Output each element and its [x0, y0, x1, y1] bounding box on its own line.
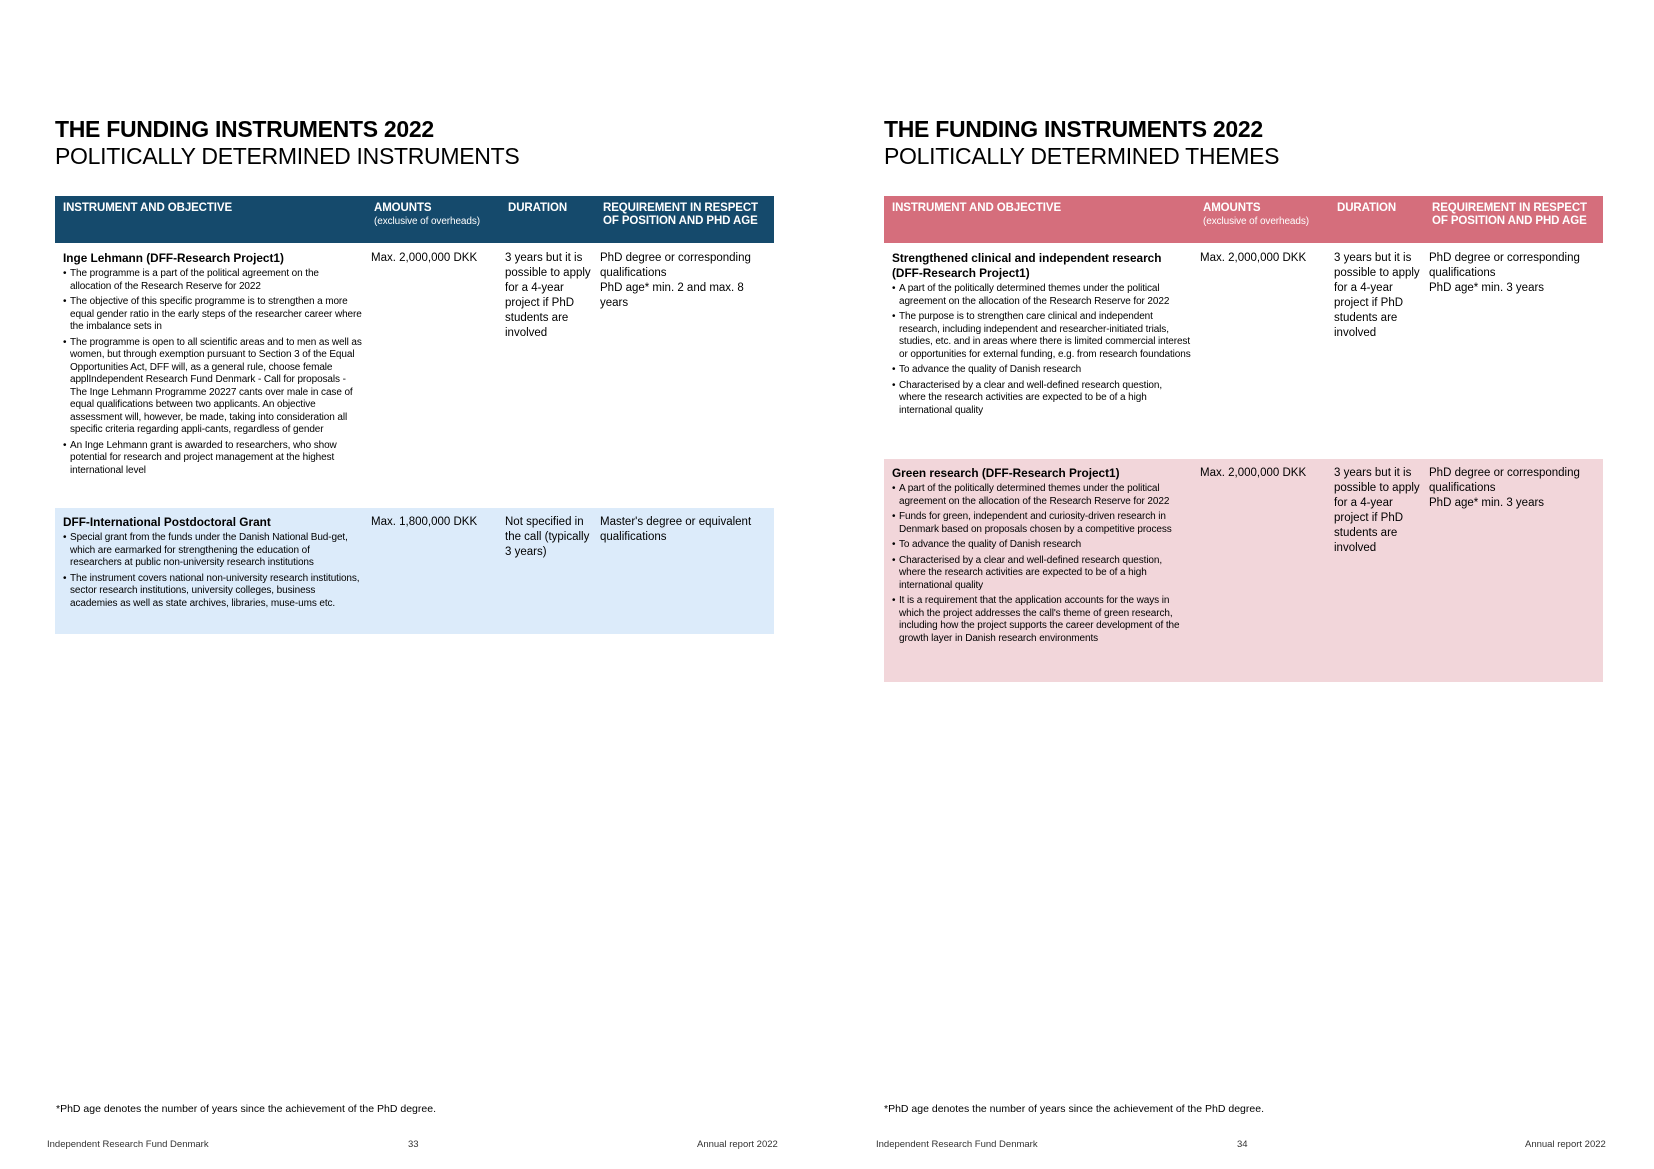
amount-cell: Max. 2,000,000 DKK — [1200, 252, 1307, 264]
amount-cell: Max. 2,000,000 DKK — [1200, 467, 1307, 479]
instrument-cell — [884, 251, 1195, 459]
title-block — [884, 116, 1279, 170]
table-row — [884, 459, 1603, 682]
list-item: • To advance the quality of Danish research — [892, 364, 1191, 377]
header-requirement: REQUIREMENT IN RESPECT OF POSITION AND PHD AGE — [603, 202, 758, 227]
list-item: • Special grant from the funds under the Danish National Bud-get, which are earmarked for strengthening the education of researchers at public non-university research institutions — [63, 532, 362, 570]
list-item: • Characterised by a clear and well-defined research question, where the research activities are expected to be of a high international quality — [892, 380, 1191, 418]
instrument-title: Inge Lehmann (DFF-Research Project1) — [63, 251, 284, 265]
header-amounts-sub: (exclusive of overheads) — [374, 216, 480, 227]
list-item: • It is a requirement that the application accounts for the ways in which the project addresses the call's theme of green research, including how the project supports the career development of the growth layer in Danish research environments — [892, 595, 1191, 645]
header-instrument: INSTRUMENT AND OBJECTIVE — [892, 202, 1062, 214]
list-item: • The objective of this specific programme is to strengthen a more equal gender ratio in the early steps of the researcher career where the imbalance sets in — [63, 296, 362, 334]
header-duration: DURATION — [508, 202, 568, 214]
list-item: • An Inge Lehmann grant is awarded to researchers, who show potential for research and project management at the highest international level — [63, 440, 362, 478]
list-item: • To advance the quality of Danish research — [892, 539, 1191, 552]
list-item: • The programme is open to all scientific areas and to men as well as women, but through exemption pursuant to Section 3 of the Equal Opportunities Act, DFF will, as a general rule, choose female applIndependent Research Fund Denmark - Call for proposals - The Inge Lehmann Programme 20227 cants over male in case of equal qualifications between two applicants. An objective assessment will, however, be made, taking into consideration all specific criteria regarding appli-cants, regardless of gender — [63, 337, 362, 437]
page-number: 34 — [1237, 1139, 1248, 1150]
instrument-title: Green research (DFF-Research Project1) — [892, 466, 1120, 480]
table-header — [55, 196, 774, 243]
title-block — [55, 116, 519, 170]
amount-cell: Max. 2,000,000 DKK — [371, 252, 478, 264]
duration-cell: 3 years but it is possible to apply for a 4-year project if PhD students are involved — [505, 252, 591, 339]
requirement-cell: PhD degree or corresponding qualifications PhD age* min. 2 and max. 8 years — [600, 252, 751, 309]
instrument-cell — [55, 251, 366, 508]
list-item: • Funds for green, independent and curiosity-driven research in Denmark based on proposals chosen by a competitive process — [892, 511, 1191, 536]
page-subtitle: POLITICALLY DETERMINED INSTRUMENTS — [55, 143, 520, 169]
list-item: • A part of the politically determined themes under the political agreement on the allocation of the Research Reserve for 2022 — [892, 283, 1191, 308]
table-row — [884, 243, 1603, 459]
instrument-cell — [884, 466, 1195, 682]
instrument-title: Strengthened clinical and independent research (DFF-Research Project1) — [892, 251, 1162, 280]
requirement-cell: PhD degree or corresponding qualifications PhD age* min. 3 years — [1429, 467, 1580, 509]
footer-report: Annual report 2022 — [697, 1139, 778, 1150]
footer-report: Annual report 2022 — [1525, 1139, 1606, 1150]
duration-cell: 3 years but it is possible to apply for a 4-year project if PhD students are involved — [1334, 252, 1420, 339]
footer-org: Independent Research Fund Denmark — [876, 1139, 1038, 1150]
header-instrument: INSTRUMENT AND OBJECTIVE — [63, 202, 233, 214]
list-item: • Characterised by a clear and well-defined research question, where the research activities are expected to be of a high international quality — [892, 555, 1191, 593]
header-amounts-sub: (exclusive of overheads) — [1203, 216, 1309, 227]
footnote: *PhD age denotes the number of years since the achievement of the PhD degree. — [884, 1103, 1264, 1115]
page-subtitle: POLITICALLY DETERMINED THEMES — [884, 143, 1280, 169]
instrument-cell — [55, 515, 366, 634]
instruments-table — [55, 196, 774, 634]
objective-list — [63, 532, 362, 610]
requirement-cell: Master's degree or equivalent qualifications — [600, 516, 752, 543]
duration-cell: 3 years but it is possible to apply for a 4-year project if PhD students are involved — [1334, 467, 1420, 554]
header-duration: DURATION — [1337, 202, 1397, 214]
requirement-cell: PhD degree or corresponding qualifications PhD age* min. 3 years — [1429, 252, 1580, 294]
objective-list — [63, 268, 362, 477]
list-item: • The purpose is to strengthen care clinical and independent research, including independent and researcher-initiated trials, studies, etc. and in areas where there is limited commercial interest or opportunities for external funding, e.g. from research foundations — [892, 311, 1191, 361]
list-item: • The instrument covers national non-university research institutions, sector research institutions, university colleges, business academies as well as state archives, libraries, muse-ums etc. — [63, 573, 362, 611]
page-title: THE FUNDING INSTRUMENTS 2022 — [55, 116, 434, 142]
header-amounts — [366, 202, 500, 243]
page-number: 33 — [408, 1139, 419, 1150]
header-amounts — [1195, 202, 1329, 243]
footer-org: Independent Research Fund Denmark — [47, 1139, 209, 1150]
table-row — [55, 243, 774, 508]
footnote: *PhD age denotes the number of years since the achievement of the PhD degree. — [56, 1103, 436, 1115]
amount-cell: Max. 1,800,000 DKK — [371, 516, 478, 528]
header-amounts-label: AMOUNTS — [374, 202, 432, 214]
page-title: THE FUNDING INSTRUMENTS 2022 — [884, 116, 1263, 142]
header-amounts-label: AMOUNTS — [1203, 202, 1261, 214]
duration-cell: Not specified in the call (typically 3 years) — [505, 516, 590, 558]
objective-list — [892, 283, 1191, 417]
page-34 — [827, 0, 1654, 1169]
table-header — [884, 196, 1603, 243]
list-item: • The programme is a part of the political agreement on the allocation of the Research Reserve for 2022 — [63, 268, 362, 293]
header-requirement: REQUIREMENT IN RESPECT OF POSITION AND PHD AGE — [1432, 202, 1587, 227]
themes-table — [884, 196, 1603, 682]
table-row — [55, 508, 774, 634]
instrument-title: DFF-International Postdoctoral Grant — [63, 515, 271, 529]
objective-list — [892, 483, 1191, 645]
list-item: • A part of the politically determined themes under the political agreement on the allocation of the Research Reserve for 2022 — [892, 483, 1191, 508]
